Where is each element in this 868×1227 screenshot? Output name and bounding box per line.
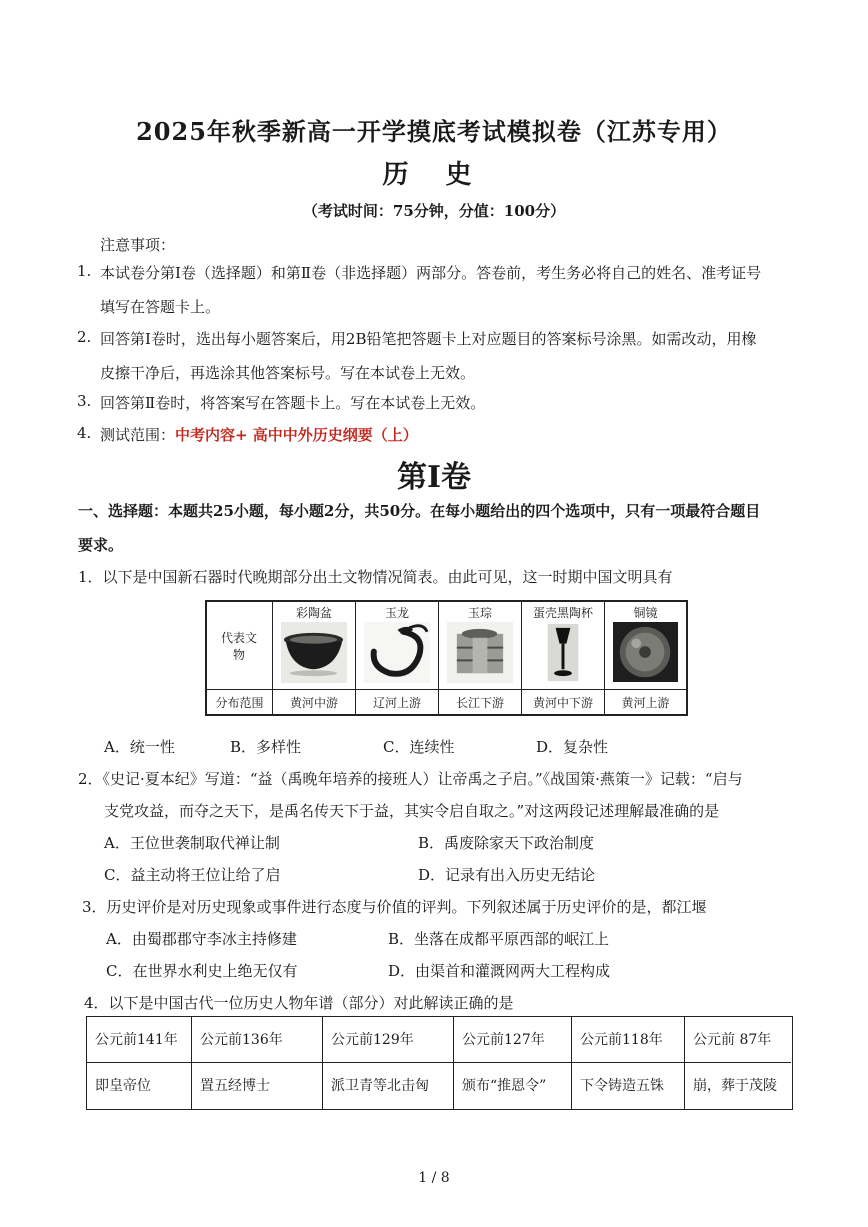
option-b: B．禹废除家天下政治制度 <box>418 834 595 852</box>
timeline-year: 公元前118年 <box>572 1017 685 1063</box>
question-stem: 3．历史评价是对历史现象或事件进行态度与价值的评判。下列叙述属于历史评价的是，都江堰 <box>82 898 707 916</box>
timeline-year: 公元前127年 <box>454 1017 572 1063</box>
notice-item-text: 本试卷分第Ⅰ卷（选择题）和第Ⅱ卷（非选择题）两部分。答卷前，考生务必将自己的姓名、准考证号 <box>100 264 762 282</box>
artifact-name: 蛋壳黑陶杯 <box>532 606 593 620</box>
timeline-year: 公元前129年 <box>323 1017 454 1063</box>
notice-item-number: 4. <box>77 424 92 442</box>
artifact-region: 黄河上游 <box>621 696 670 710</box>
section-instruction: 一、选择题：本题共25小题，每小题2分，共50分。在每小题给出的四个选项中，只有一项最符合题目 <box>78 502 761 520</box>
table-row-label: 分布范围 <box>207 690 273 716</box>
notice-item-text <box>100 424 418 445</box>
option-a: A．由蜀郡郡守李冰主持修建 <box>106 930 297 948</box>
artifact-name: 玉琮 <box>467 606 492 620</box>
artifact-name: 玉龙 <box>384 606 409 620</box>
notice-item-number: 1. <box>77 262 92 280</box>
option-c: C．益主动将王位让给了启 <box>104 866 281 884</box>
subject-title: 历 史 <box>382 160 486 190</box>
timeline-event: 即皇帝位 <box>87 1063 192 1109</box>
bronze-mirror-image <box>613 622 678 682</box>
option-c: C．在世界水利史上绝无仅有 <box>106 962 298 980</box>
volume-heading: 第Ⅰ卷 <box>396 460 472 495</box>
option-b: B．多样性 <box>230 738 302 756</box>
notice-item-text: 皮擦干净后，再选涂其他答案标号。写在本试卷上无效。 <box>100 364 476 382</box>
artifact-region: 长江下游 <box>439 690 522 716</box>
option-a: A．王位世袭制取代禅让制 <box>104 834 280 852</box>
timeline-year: 公元前141年 <box>87 1017 192 1063</box>
option-d: D．由渠首和灌溉网两大工程构成 <box>388 962 611 980</box>
notice-item-number: 3. <box>77 392 92 410</box>
notice-heading: 注意事项： <box>100 236 176 254</box>
artifact-table <box>205 600 688 716</box>
timeline-event: 颁布“推恩令” <box>454 1063 572 1109</box>
notice-item-text: 填写在答题卡上。 <box>100 298 221 316</box>
timeline-year: 公元前136年 <box>192 1017 323 1063</box>
question-stem: 4．以下是中国古代一位历史人物年谱（部分）对此解读正确的是 <box>84 994 514 1012</box>
exam-title: 2025年秋季新高一开学摸底考试模拟卷（江苏专用） <box>136 117 732 146</box>
option-d: D．记录有出入历史无结论 <box>418 866 596 884</box>
artifact-name: 彩陶盆 <box>295 606 332 620</box>
artifact-cell <box>273 602 356 690</box>
option-b: B．坐落在成都平原西部的岷江上 <box>388 930 610 948</box>
artifact-cell <box>439 602 522 690</box>
black-pottery-cup-image <box>530 622 596 683</box>
option-d: D．复杂性 <box>536 738 609 756</box>
timeline-event: 派卫青等北击匈 <box>323 1063 454 1109</box>
option-a: A．统一性 <box>104 738 175 756</box>
timeline-table <box>86 1016 793 1110</box>
question-stem: 支党攻益，而夺之天下，是禹名传天下于益，其实令启自取之。”对这两段记述理解最准确的是 <box>104 802 720 820</box>
timeline-year: 公元前 87年 <box>685 1017 791 1063</box>
exam-time-info: （考试时间：75分钟，分值：100分） <box>302 202 566 220</box>
jade-cong-image <box>447 622 513 683</box>
timeline-event: 置五经博士 <box>192 1063 323 1109</box>
artifact-cell <box>605 602 686 690</box>
notice-item-number: 2. <box>77 328 92 346</box>
artifact-name: 铜镜 <box>633 606 658 620</box>
pottery-basin-image <box>281 622 347 683</box>
timeline-event: 下令铸造五铢 <box>572 1063 685 1109</box>
jade-dragon-image <box>364 622 430 683</box>
test-scope-value: 中考内容+ 高中中外历史纲要（上） <box>175 426 418 444</box>
question-stem: 2．《史记·夏本纪》写道：“益（禹晚年培养的接班人）让帝禹之子启。”《战国策·燕策一》记载：“启与 <box>78 770 743 788</box>
option-c: C．连续性 <box>383 738 455 756</box>
artifact-region: 黄河中游 <box>273 690 356 716</box>
question-stem: 1．以下是中国新石器时代晚期部分出土文物情况简表。由此可见，这一时期中国文明具有 <box>78 568 673 586</box>
notice-item-text: 回答第Ⅱ卷时，将答案写在答题卡上。写在本试卷上无效。 <box>100 394 486 412</box>
section-instruction: 要求。 <box>78 536 124 554</box>
artifact-cell <box>356 602 439 690</box>
page-number: 1 / 8 <box>418 1170 450 1186</box>
artifact-region: 辽河上游 <box>356 690 439 716</box>
artifact-region: 黄河中下游 <box>522 690 605 716</box>
test-scope-label: 测试范围： <box>100 426 176 444</box>
table-row-label: 代表文物 <box>207 602 273 690</box>
timeline-event: 崩，葬于茂陵 <box>693 1078 777 1094</box>
notice-item-text: 回答第Ⅰ卷时，选出每小题答案后，用2B铅笔把答题卡上对应题目的答案标号涂黑。如需改动，用橡 <box>100 330 757 348</box>
artifact-cell <box>522 602 605 690</box>
